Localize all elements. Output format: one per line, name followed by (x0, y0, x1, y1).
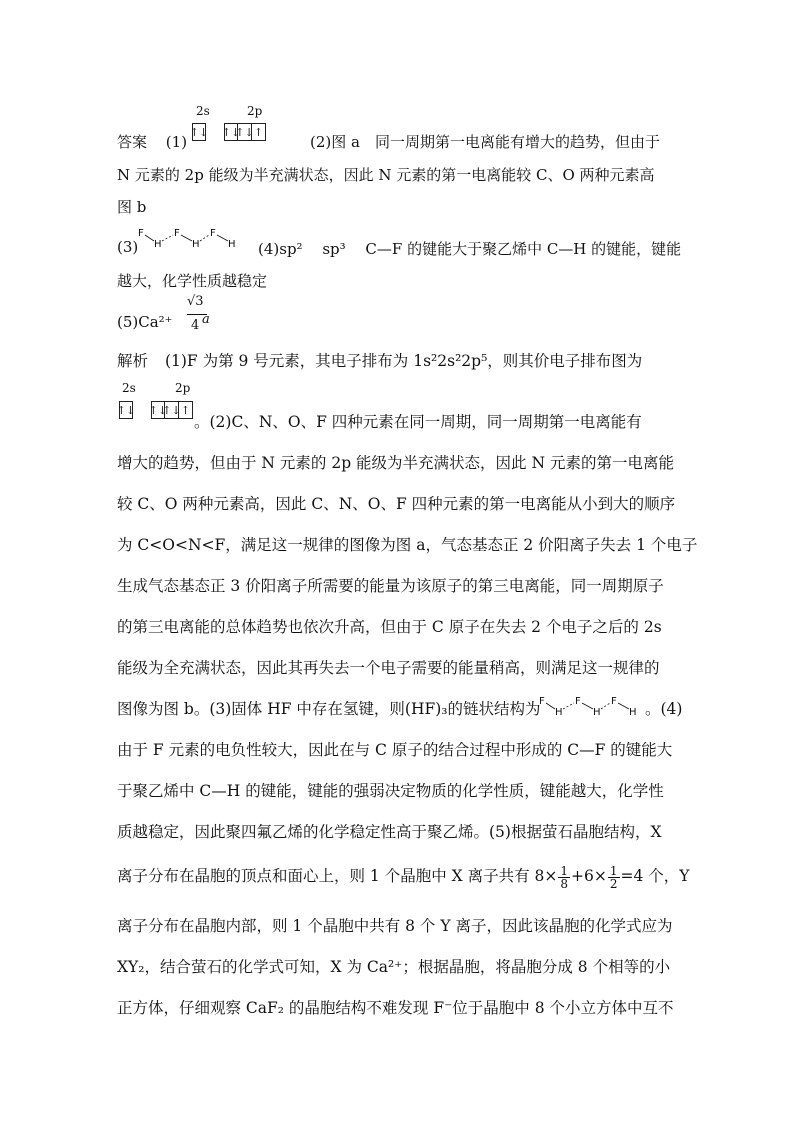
chain-atom-f: F (575, 696, 581, 707)
answer-part-3-number: (3) (117, 238, 139, 256)
orbital-box-2s: ↑↓ (192, 123, 206, 141)
orbital-box-2p-3: ↑ (179, 401, 193, 419)
analysis-line-15: XY₂，结合萤石的化学式可知，X 为 Ca²⁺；根据晶胞，将晶胞分成 8 个相等的小 (117, 958, 671, 976)
answer-orbital-diagram (190, 104, 300, 144)
orbital-box-2p-1: ↑↓ (151, 401, 165, 419)
orbital-2p-label: 2p (247, 104, 263, 118)
chain-atom-f: F (174, 228, 180, 239)
chain-atom-h: H (228, 239, 236, 250)
analysis-line-4: 较 C、O 两种元素高，因此 C、N、O、F 四种元素的第一电离能从小到大的顺序 (117, 495, 676, 513)
orbital-2s-label: 2s (122, 381, 136, 395)
analysis-line-12: 质越稳定，因此聚四氟乙烯的化学稳定性高于聚乙烯。(5)根据萤石晶胞结构，X (117, 823, 662, 841)
answer-hf-chain-structure (136, 226, 246, 252)
fraction-numerator: 1 (609, 863, 618, 878)
analysis-line-1 (117, 349, 642, 371)
analysis-text: +6× (571, 867, 607, 885)
analysis-text: =4 个，Y (620, 867, 690, 885)
analysis-line-14: 离子分布在晶胞内部，则 1 个晶胞中共有 8 个 Y 离子，因此该晶胞的化学式应为 (117, 917, 673, 935)
fraction-denominator: 2 (609, 876, 618, 891)
analysis-line-9: 图像为图 b。(3)固体 HF 中存在氢键，则(HF)₃的链状结构为 (117, 700, 541, 718)
answer-fraction-denominator: 4 (191, 318, 200, 333)
analysis-line-11: 于聚乙烯中 C—H 的键能，键能的强弱决定物质的化学性质，键能越大，化学性 (117, 782, 664, 800)
answer-part-1-number: (1) (165, 133, 188, 151)
analysis-line-8: 能级为全充满状态，因此其再失去一个电子需要的能量稍高，则满足这一规律的 (117, 659, 660, 677)
analysis-line-2: 。(2)C、N、O、F 四种元素在同一周期，同一周期第一电离能有 (194, 413, 642, 431)
analysis-line-16: 正方体，仔细观察 CaF₂ 的晶胞结构不难发现 F⁻位于晶胞中 8 个小立方体中互不 (117, 999, 674, 1017)
fraction-denominator: 8 (560, 876, 569, 891)
orbital-2s-label: 2s (196, 104, 210, 118)
analysis-line-10: 由于 F 元素的电负性较大，因此在与 C 原子的结合过程中形成的 C—F 的键能大 (117, 741, 673, 759)
chain-atom-f: F (611, 696, 617, 707)
fraction-numerator: 1 (560, 863, 569, 878)
answer-variable: a (202, 312, 210, 327)
chain-atom-h: H (629, 707, 637, 718)
answer-line-3: 图 b (117, 198, 147, 216)
fraction-one-eighth (558, 865, 570, 890)
orbital-box-2p-2: ↑↓ (238, 123, 252, 141)
orbital-box-2s: ↑↓ (119, 401, 133, 419)
analysis-line-13 (117, 864, 690, 890)
chain-atom-h: H (154, 239, 162, 250)
orbital-box-2p-3: ↑ (252, 123, 266, 141)
chain-atom-f: F (210, 228, 216, 239)
chain-atom-h: H (593, 707, 601, 718)
answer-label: 答案 (117, 133, 148, 151)
chain-atom-h: H (555, 707, 563, 718)
chain-bonds (136, 226, 246, 252)
fraction-one-half (608, 865, 620, 890)
analysis-line-6: 生成气态基态正 3 价阳离子所需要的能量为该原子的第三电离能，同一周期原子 (117, 577, 664, 595)
analysis-text: 离子分布在晶胞的顶点和面心上，则 1 个晶胞中 X 离子共有 8× (117, 867, 558, 885)
answer-line-2: N 元素的 2p 能级为半充满状态，因此 N 元素的第一电离能较 C、O 两种元素高 (117, 166, 655, 184)
analysis-line-7: 的第三电离能的总体趋势也依次升高，但由于 C 原子在失去 2 个电子之后的 2s (117, 618, 662, 636)
answer-part-2: (2)图 a 同一周期第一电离能有增大的趋势，但由于 (310, 133, 660, 151)
chain-atom-f: F (138, 228, 144, 239)
answer-line-1 (117, 131, 187, 152)
analysis-text: (1)F 为第 9 号元素，其电子排布为 1s²2s²2p⁵，则其价电子排布图为 (164, 352, 643, 370)
chain-bonds (537, 694, 647, 720)
orbital-box-2p-2: ↑↓ (165, 401, 179, 419)
chain-atom-h: H (192, 239, 200, 250)
answer-line-5: 越大，化学性质越稳定 (117, 272, 268, 290)
analysis-hf-chain-structure (537, 694, 647, 720)
answer-part-4: (4)sp² sp³ C—F 的键能大于聚乙烯中 C—H 的键能，键能 (258, 240, 682, 258)
analysis-line-5: 为 C<O<N<F，满足这一规律的图像为图 a，气态基态正 2 价阳离子失去 1 个电子 (117, 536, 698, 554)
orbital-box-2p-1: ↑↓ (224, 123, 238, 141)
answer-sqrt-numerator: √3 (187, 294, 204, 309)
analysis-label: 解析 (117, 352, 149, 370)
answer-part-5: (5)Ca²⁺ (117, 313, 173, 331)
analysis-line-9-end: 。(4) (645, 700, 683, 718)
analysis-line-3: 增大的趋势，但由于 N 元素的 2p 能级为半充满状态，因此 N 元素的第一电离能 (117, 454, 674, 472)
chain-atom-f: F (539, 696, 545, 707)
orbital-2p-label: 2p (175, 381, 191, 395)
